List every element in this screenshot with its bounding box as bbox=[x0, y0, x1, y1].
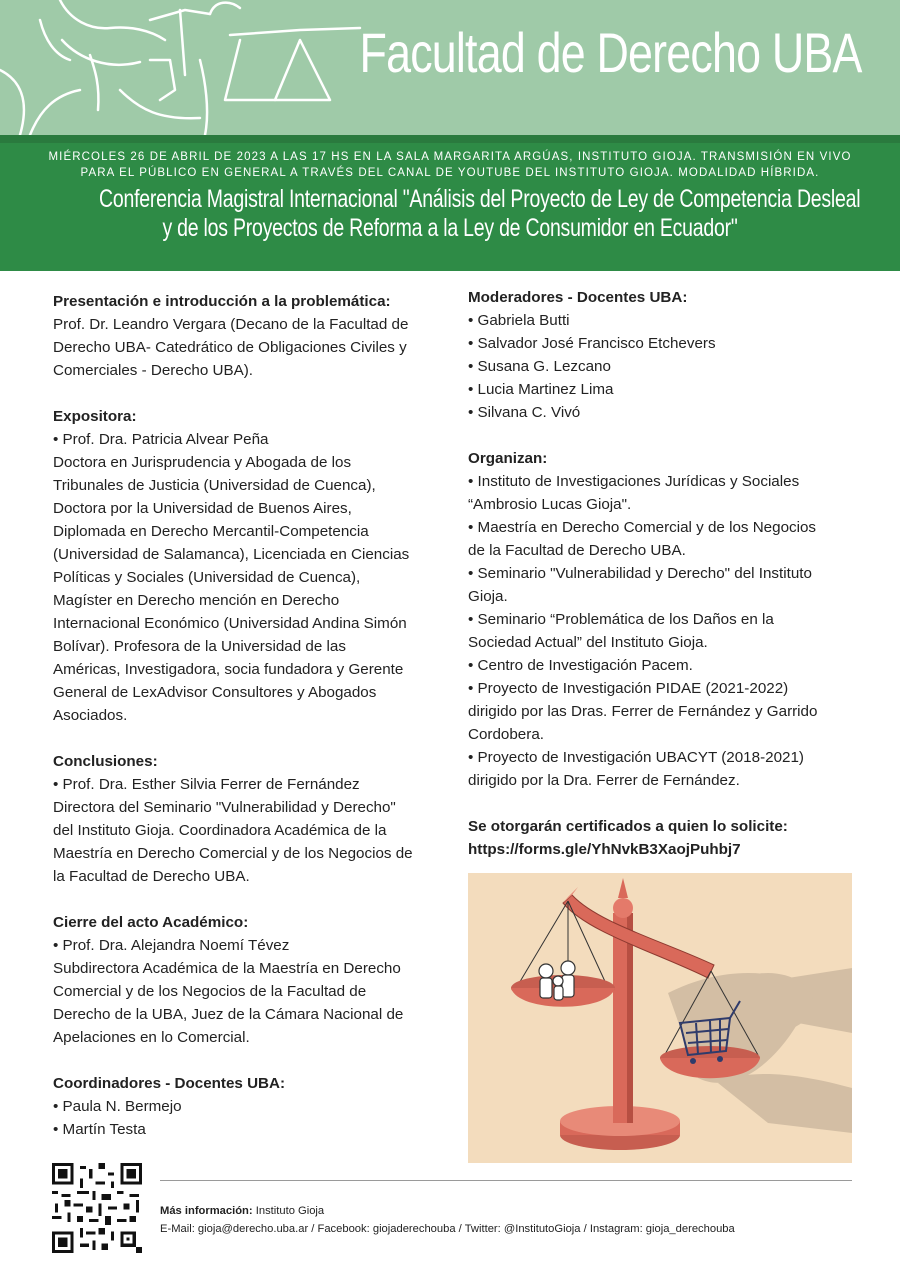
left-column bbox=[53, 290, 433, 1164]
justice-figure-illustration-icon bbox=[0, 0, 380, 135]
section-moderadores bbox=[468, 286, 858, 424]
section-body: Prof. Dr. Leandro Vergara (Decano de la Facultad de Derecho UBA- Catedrático de Obligaciones Civiles y Comerciales - Derecho UBA). bbox=[53, 316, 409, 379]
certificates-text: Se otorgarán certificados a quien lo solicite: bbox=[468, 818, 788, 835]
section-heading: Presentación e introducción a la problemática: bbox=[53, 293, 391, 310]
contact-line: E-Mail: gioja@derecho.uba.ar / Facebook: giojaderechouba / Twitter: @InstitutoGioja / Instagram: gioja_derechouba bbox=[160, 1223, 735, 1235]
section-body: • Instituto de Investigaciones Jurídicas y Sociales “Ambrosio Lucas Gioja". • Maestría en Derecho Comercial y de los Negocios de la Facultad de Derecho UBA. • Seminario "Vulnerabilidad y Derecho" del Instituto Gioja. • Seminario “Problemática de los Daños en la Sociedad Actual” del Instituto Gioja. • Centro de Investigación Pacem. • Proyecto de Investigación PIDAE (2021-2022) dirigido por las Dras. Ferrer de Fernández y Garrido Cordobera. • Proyecto de Investigación UBACYT (2018-2021) dirigido por la Dra. Ferrer de Fernández. bbox=[468, 473, 818, 789]
qr-code-icon[interactable] bbox=[52, 1163, 142, 1253]
section-presentacion bbox=[53, 290, 433, 382]
more-info-label: Más información: bbox=[160, 1205, 253, 1217]
section-certificados bbox=[468, 815, 858, 861]
section-body: • Paula N. Bermejo • Martín Testa bbox=[53, 1098, 182, 1138]
section-heading: Expositora: bbox=[53, 408, 137, 425]
section-body: • Prof. Dra. Esther Silvia Ferrer de Fernández Directora del Seminario "Vulnerabilidad y Derecho" del Instituto Gioja. Coordinadora Académica de la Maestría en Derecho Comercial y de los Negocios de la Facultad de Derecho UBA. bbox=[53, 776, 413, 885]
scale-illustration bbox=[468, 873, 852, 1163]
section-heading: Organizan: bbox=[468, 450, 548, 467]
footer-contact bbox=[160, 1202, 735, 1238]
section-body: • Prof. Dra. Patricia Alvear Peña Doctora en Jurisprudencia y Abogada de los Tribunales de Justicia (Universidad de Cuenca), Doctora por la Universidad de Buenos Aires, Diplomada en Derecho Mercantil-Competencia (Universidad de Salamanca), Licenciada en Ciencias Políticas y Sociales (Universidad de Cuenca), Magíster en Derecho mención en Derecho Internacional Económico (Universidad Andina Simón Bolívar). Profesora de la Universidad de las Américas, Investigadora, socia fundadora y Gerente General de LexAdvisor Consultores y Abogados Asociados. bbox=[53, 431, 410, 724]
event-banner bbox=[0, 135, 900, 271]
page-title: Facultad de Derecho UBA bbox=[359, 21, 862, 84]
more-info-value: Instituto Gioja bbox=[252, 1205, 325, 1217]
conference-title-line: y de los Proyectos de Reforma a la Ley de Consumidor en Ecuador" bbox=[162, 214, 738, 242]
more-info bbox=[160, 1202, 735, 1220]
section-conclusiones bbox=[53, 750, 433, 888]
section-heading: Coordinadores - Docentes UBA: bbox=[53, 1075, 286, 1092]
right-column bbox=[468, 286, 858, 884]
section-heading: Cierre del acto Académico: bbox=[53, 914, 249, 931]
section-body: • Prof. Dra. Alejandra Noemí Tévez Subdirectora Académica de la Maestría en Derecho Comercial y de los Negocios de la Facultad de Derecho de la UBA, Juez de la Cámara Nacional de Apelaciones en lo Comercial. bbox=[53, 937, 404, 1046]
certificates-link[interactable]: https://forms.gle/YhNvkB3XaojPuhbj7 bbox=[468, 841, 741, 858]
header-band bbox=[0, 0, 900, 135]
section-expositora bbox=[53, 405, 433, 727]
footer-divider bbox=[160, 1180, 852, 1181]
section-body: • Gabriela Butti • Salvador José Francisco Etchevers • Susana G. Lezcano • Lucia Martinez Lima • Silvana C. Vivó bbox=[468, 312, 716, 421]
scale-of-justice-icon bbox=[468, 873, 852, 1163]
conference-title-line: Conferencia Magistral Internacional "Análisis del Proyecto de Ley de Competencia Desleal bbox=[99, 185, 861, 213]
section-coordinadores bbox=[53, 1072, 433, 1141]
event-info-line: PARA EL PÚBLICO EN GENERAL A TRAVÉS DEL CANAL DE YOUTUBE DEL INSTITUTO GIOJA. MODALIDAD HÍBRIDA. bbox=[80, 167, 820, 179]
conference-title bbox=[99, 185, 861, 243]
section-heading: Moderadores - Docentes UBA: bbox=[468, 289, 688, 306]
event-info bbox=[0, 149, 900, 181]
section-heading: Conclusiones: bbox=[53, 753, 158, 770]
section-organizan bbox=[468, 447, 858, 792]
event-info-line: MIÉRCOLES 26 DE ABRIL DE 2023 A LAS 17 HS EN LA SALA MARGARITA ARGÚAS, INSTITUTO GIOJA. TRANSMISIÓN EN VIVO bbox=[48, 151, 852, 163]
section-cierre bbox=[53, 911, 433, 1049]
